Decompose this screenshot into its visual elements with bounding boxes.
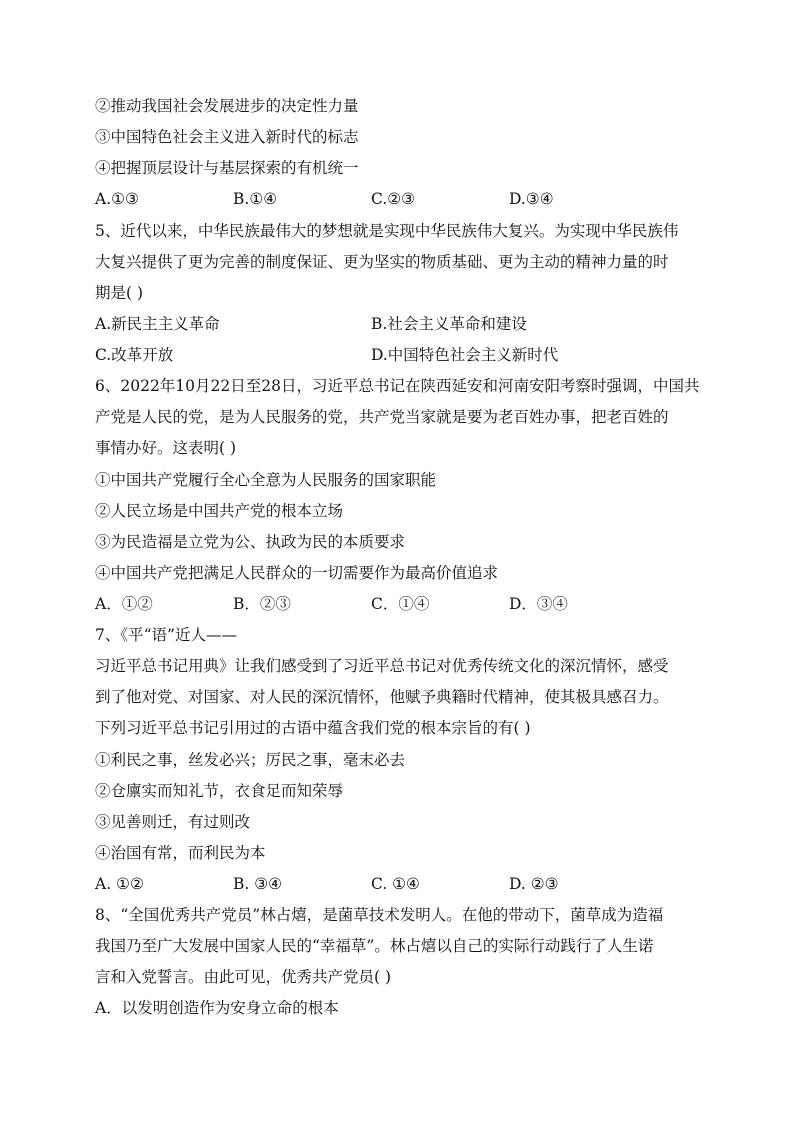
q6-option-b[interactable]: B．②③ [233,595,291,613]
q7-item-4: ④治国有常，而利民为本 [95,844,266,862]
q5-option-a[interactable]: A.新民主主义革命 [95,315,220,333]
q7-item-3: ③见善则迁，有过则改 [95,813,251,831]
q6-option-d[interactable]: D．③④ [509,595,568,613]
q8-option-a[interactable]: A．以发明创造作为安身立命的根本 [95,999,339,1017]
q7-option-c[interactable]: C. ①④ [371,875,420,893]
q6-stem-line-1: 6、2022年10月22日至28日，习近平总书记在陕西延安和河南安阳考察时强调，中国共 [95,377,700,395]
q7-option-a[interactable]: A. ①② [95,875,144,893]
q6-item-1: ①中国共产党履行全心全意为人民服务的国家职能 [95,471,437,489]
q6-item-4: ④中国共产党把满足人民群众的一切需要作为最高价值追求 [95,564,499,582]
q4-option-c[interactable]: C.②③ [371,190,416,208]
q5-stem-line-1: 5、近代以来，中华民族最伟大的梦想就是实现中华民族伟大复兴。为实现中华民族伟 [95,222,679,240]
q7-stem-line-3: 到了他对党、对国家、对人民的深沉情怀，他赋予典籍时代精神，使其极具感召力。 [95,688,669,706]
q8-stem-line-3: 言和入党誓言。由此可见，优秀共产党员( ) [95,968,392,986]
q7-stem-line-2: 习近平总书记用典》让我们感受到了习近平总书记对优秀传统文化的深沉情怀，感受 [95,657,669,675]
q5-option-b[interactable]: B.社会主义革命和建设 [371,315,527,333]
q7-option-b[interactable]: B. ③④ [233,875,283,893]
q7-stem-line-1: 7、《平“语”近人—— [95,626,237,644]
q7-options [95,874,715,894]
q6-stem-line-3: 事情办好。这表明( ) [95,439,237,457]
q6-option-c[interactable]: C．①④ [371,595,430,613]
q4-option-b[interactable]: B.①④ [233,190,278,208]
q6-item-2: ②人民立场是中国共产党的根本立场 [95,502,344,520]
q6-options [95,594,715,614]
q7-option-d[interactable]: D. ②③ [509,875,559,893]
q8-stem-line-2: 我国乃至广大发展中国家人民的“幸福草”。林占熺以自己的实际行动践行了人生诺 [95,937,654,955]
q5-stem-line-2: 大复兴提供了更为完善的制度保证、更为坚实的物质基础、更为主动的精神力量的时 [95,253,669,271]
q5-option-c[interactable]: C.改革开放 [95,346,174,364]
q4-item-3: ③中国特色社会主义进入新时代的标志 [95,128,359,146]
q7-stem-line-4: 下列习近平总书记引用过的古语中蕴含我们党的根本宗旨的有( ) [95,719,531,737]
q6-item-3: ③为民造福是立党为公、执政为民的本质要求 [95,533,406,551]
q4-item-2: ②推动我国社会发展进步的决定性力量 [95,97,359,115]
q4-option-a[interactable]: A.①③ [95,190,139,208]
q8-stem-line-1: 8、“全国优秀共产党员”林占熺，是菌草技术发明人。在他的带动下，菌草成为造福 [95,906,664,924]
q7-item-1: ①利民之事，丝发必兴；厉民之事，毫末必去 [95,751,406,769]
q5-stem-line-3: 期是( ) [95,284,144,302]
q4-option-d[interactable]: D.③④ [509,190,554,208]
q5-options-row-2 [95,345,715,365]
q5-options-row-1 [95,314,715,334]
q6-option-a[interactable]: A．①② [95,595,153,613]
q7-item-2: ②仓廪实而知礼节，衣食足而知荣辱 [95,782,344,800]
q6-stem-line-2: 产党是人民的党，是为人民服务的党，共产党当家就是要为老百姓办事，把老百姓的 [95,408,669,426]
q4-options [95,189,715,209]
q4-item-4: ④把握顶层设计与基层探索的有机统一 [95,159,359,177]
q5-option-d[interactable]: D.中国特色社会主义新时代 [371,346,559,364]
